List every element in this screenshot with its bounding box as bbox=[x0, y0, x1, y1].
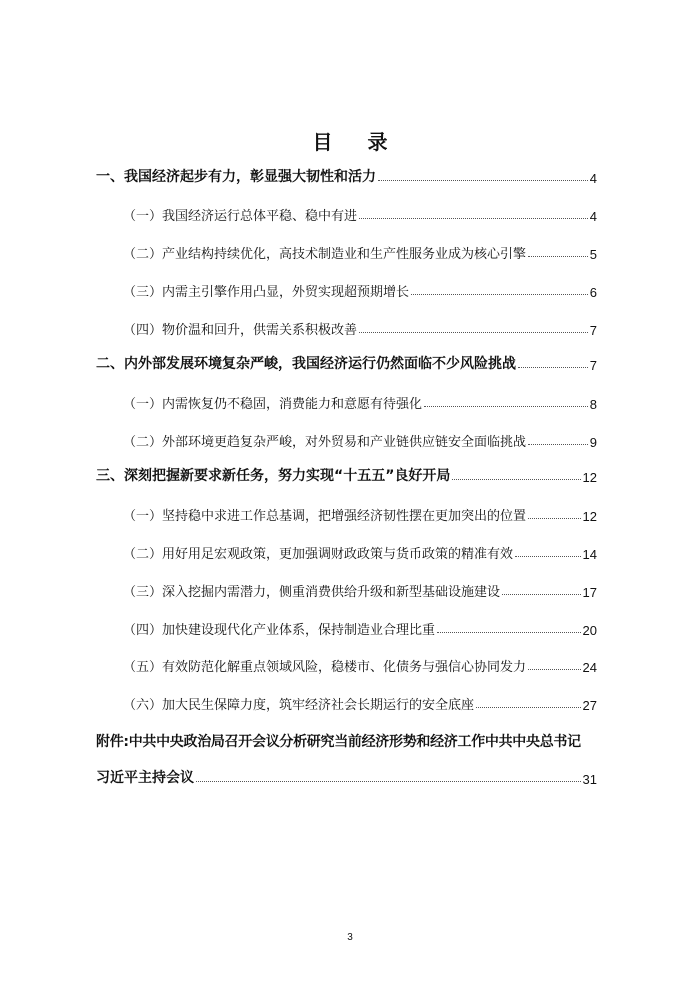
toc-entry-section-2[interactable] bbox=[96, 351, 597, 373]
leader-dots bbox=[411, 294, 588, 295]
toc-entry-subsection-3-6[interactable] bbox=[123, 691, 597, 713]
leader-dots bbox=[518, 367, 588, 368]
leader-dots bbox=[502, 594, 581, 595]
toc-entry-text: （四）物价温和回升，供需关系积极改善 bbox=[123, 323, 358, 338]
toc-entry-page: 12 bbox=[582, 470, 597, 485]
toc-entry-subsection-3-4[interactable] bbox=[123, 616, 597, 638]
leader-dots bbox=[515, 556, 581, 557]
toc-title: 目 录 bbox=[312, 130, 402, 154]
toc-entry-page: 7 bbox=[589, 323, 597, 338]
toc-entry-text: 三、深刻把握新要求新任务，努力实现“十五五”良好开局 bbox=[96, 468, 451, 484]
toc-entry-page: 8 bbox=[589, 397, 597, 412]
toc-entry-text: 一、我国经济起步有力，彰显强大韧性和活力 bbox=[96, 169, 376, 185]
toc-entry-section-1[interactable] bbox=[96, 164, 597, 186]
toc-attachment-title[interactable]: 附件:中共中央政治局召开会议分析研究当前经济形势和经济工作中共中央总书记 bbox=[96, 734, 581, 750]
leader-dots bbox=[378, 180, 588, 181]
toc-entry-subsection-1-1[interactable] bbox=[123, 202, 597, 224]
toc-entry-subsection-1-2[interactable] bbox=[123, 240, 597, 262]
toc-entry-subsection-1-3[interactable] bbox=[123, 278, 597, 300]
toc-entry-page: 24 bbox=[582, 660, 597, 675]
toc-entry-page: 7 bbox=[589, 358, 597, 373]
toc-entry-page: 4 bbox=[589, 171, 597, 186]
leader-dots bbox=[528, 444, 588, 445]
toc-entry-subsection-2-2[interactable] bbox=[123, 428, 597, 450]
toc-entry-page: 9 bbox=[589, 435, 597, 450]
toc-entry-section-3[interactable] bbox=[96, 463, 597, 485]
toc-entry-page: 6 bbox=[589, 285, 597, 300]
leader-dots bbox=[359, 218, 588, 219]
toc-entry-subsection-2-1[interactable] bbox=[123, 390, 597, 412]
toc-entry-subsection-3-5[interactable] bbox=[123, 653, 597, 675]
toc-entry-page: 4 bbox=[589, 209, 597, 224]
toc-entry-text: （三）深入挖掘内需潜力，侧重消费供给升级和新型基础设施建设 bbox=[123, 585, 501, 600]
toc-entry-text: 二、内外部发展环境复杂严峻，我国经济运行仍然面临不少风险挑战 bbox=[96, 356, 516, 372]
toc-entry-page: 31 bbox=[582, 772, 597, 787]
toc-entry-text: （一）坚持稳中求进工作总基调，把增强经济韧性摆在更加突出的位置 bbox=[123, 509, 527, 524]
toc-entry-subsection-3-3[interactable] bbox=[123, 578, 597, 600]
leader-dots bbox=[437, 632, 581, 633]
toc-entry-page: 27 bbox=[582, 698, 597, 713]
leader-dots bbox=[196, 781, 581, 782]
leader-dots bbox=[528, 256, 588, 257]
toc-entry-text: 习近平主持会议 bbox=[96, 770, 194, 786]
toc-entry-subsection-1-4[interactable] bbox=[123, 316, 597, 338]
leader-dots bbox=[359, 332, 588, 333]
toc-entry-subsection-3-1[interactable] bbox=[123, 502, 597, 524]
toc-entry-page: 14 bbox=[582, 547, 597, 562]
leader-dots bbox=[528, 669, 581, 670]
leader-dots bbox=[452, 479, 580, 480]
toc-entry-text: （二）产业结构持续优化，高技术制造业和生产性服务业成为核心引擎 bbox=[123, 247, 527, 262]
toc-entry-text: （六）加大民生保障力度，筑牢经济社会长期运行的安全底座 bbox=[123, 698, 475, 713]
toc-entry-attachment[interactable] bbox=[96, 765, 597, 787]
leader-dots bbox=[528, 518, 581, 519]
toc-entry-text: （一）内需恢复仍不稳固，消费能力和意愿有待强化 bbox=[123, 397, 423, 412]
toc-entry-text: （一）我国经济运行总体平稳、稳中有进 bbox=[123, 209, 358, 224]
toc-entry-page: 5 bbox=[589, 247, 597, 262]
toc-entry-text: （四）加快建设现代化产业体系，保持制造业合理比重 bbox=[123, 623, 436, 638]
toc-entry-page: 12 bbox=[582, 509, 597, 524]
toc-entry-text: （二）外部环境更趋复杂严峻，对外贸易和产业链供应链安全面临挑战 bbox=[123, 435, 527, 450]
page-number: 3 bbox=[347, 932, 353, 943]
toc-entry-text: （三）内需主引擎作用凸显，外贸实现超预期增长 bbox=[123, 285, 410, 300]
toc-entry-text: （五）有效防范化解重点领域风险，稳楼市、化债务与强信心协同发力 bbox=[123, 660, 527, 675]
toc-entry-text: （二）用好用足宏观政策，更加强调财政政策与货币政策的精准有效 bbox=[123, 547, 514, 562]
leader-dots bbox=[424, 406, 588, 407]
toc-entry-page: 17 bbox=[582, 585, 597, 600]
leader-dots bbox=[476, 707, 581, 708]
toc-entry-subsection-3-2[interactable] bbox=[123, 540, 597, 562]
toc-entry-page: 20 bbox=[582, 623, 597, 638]
